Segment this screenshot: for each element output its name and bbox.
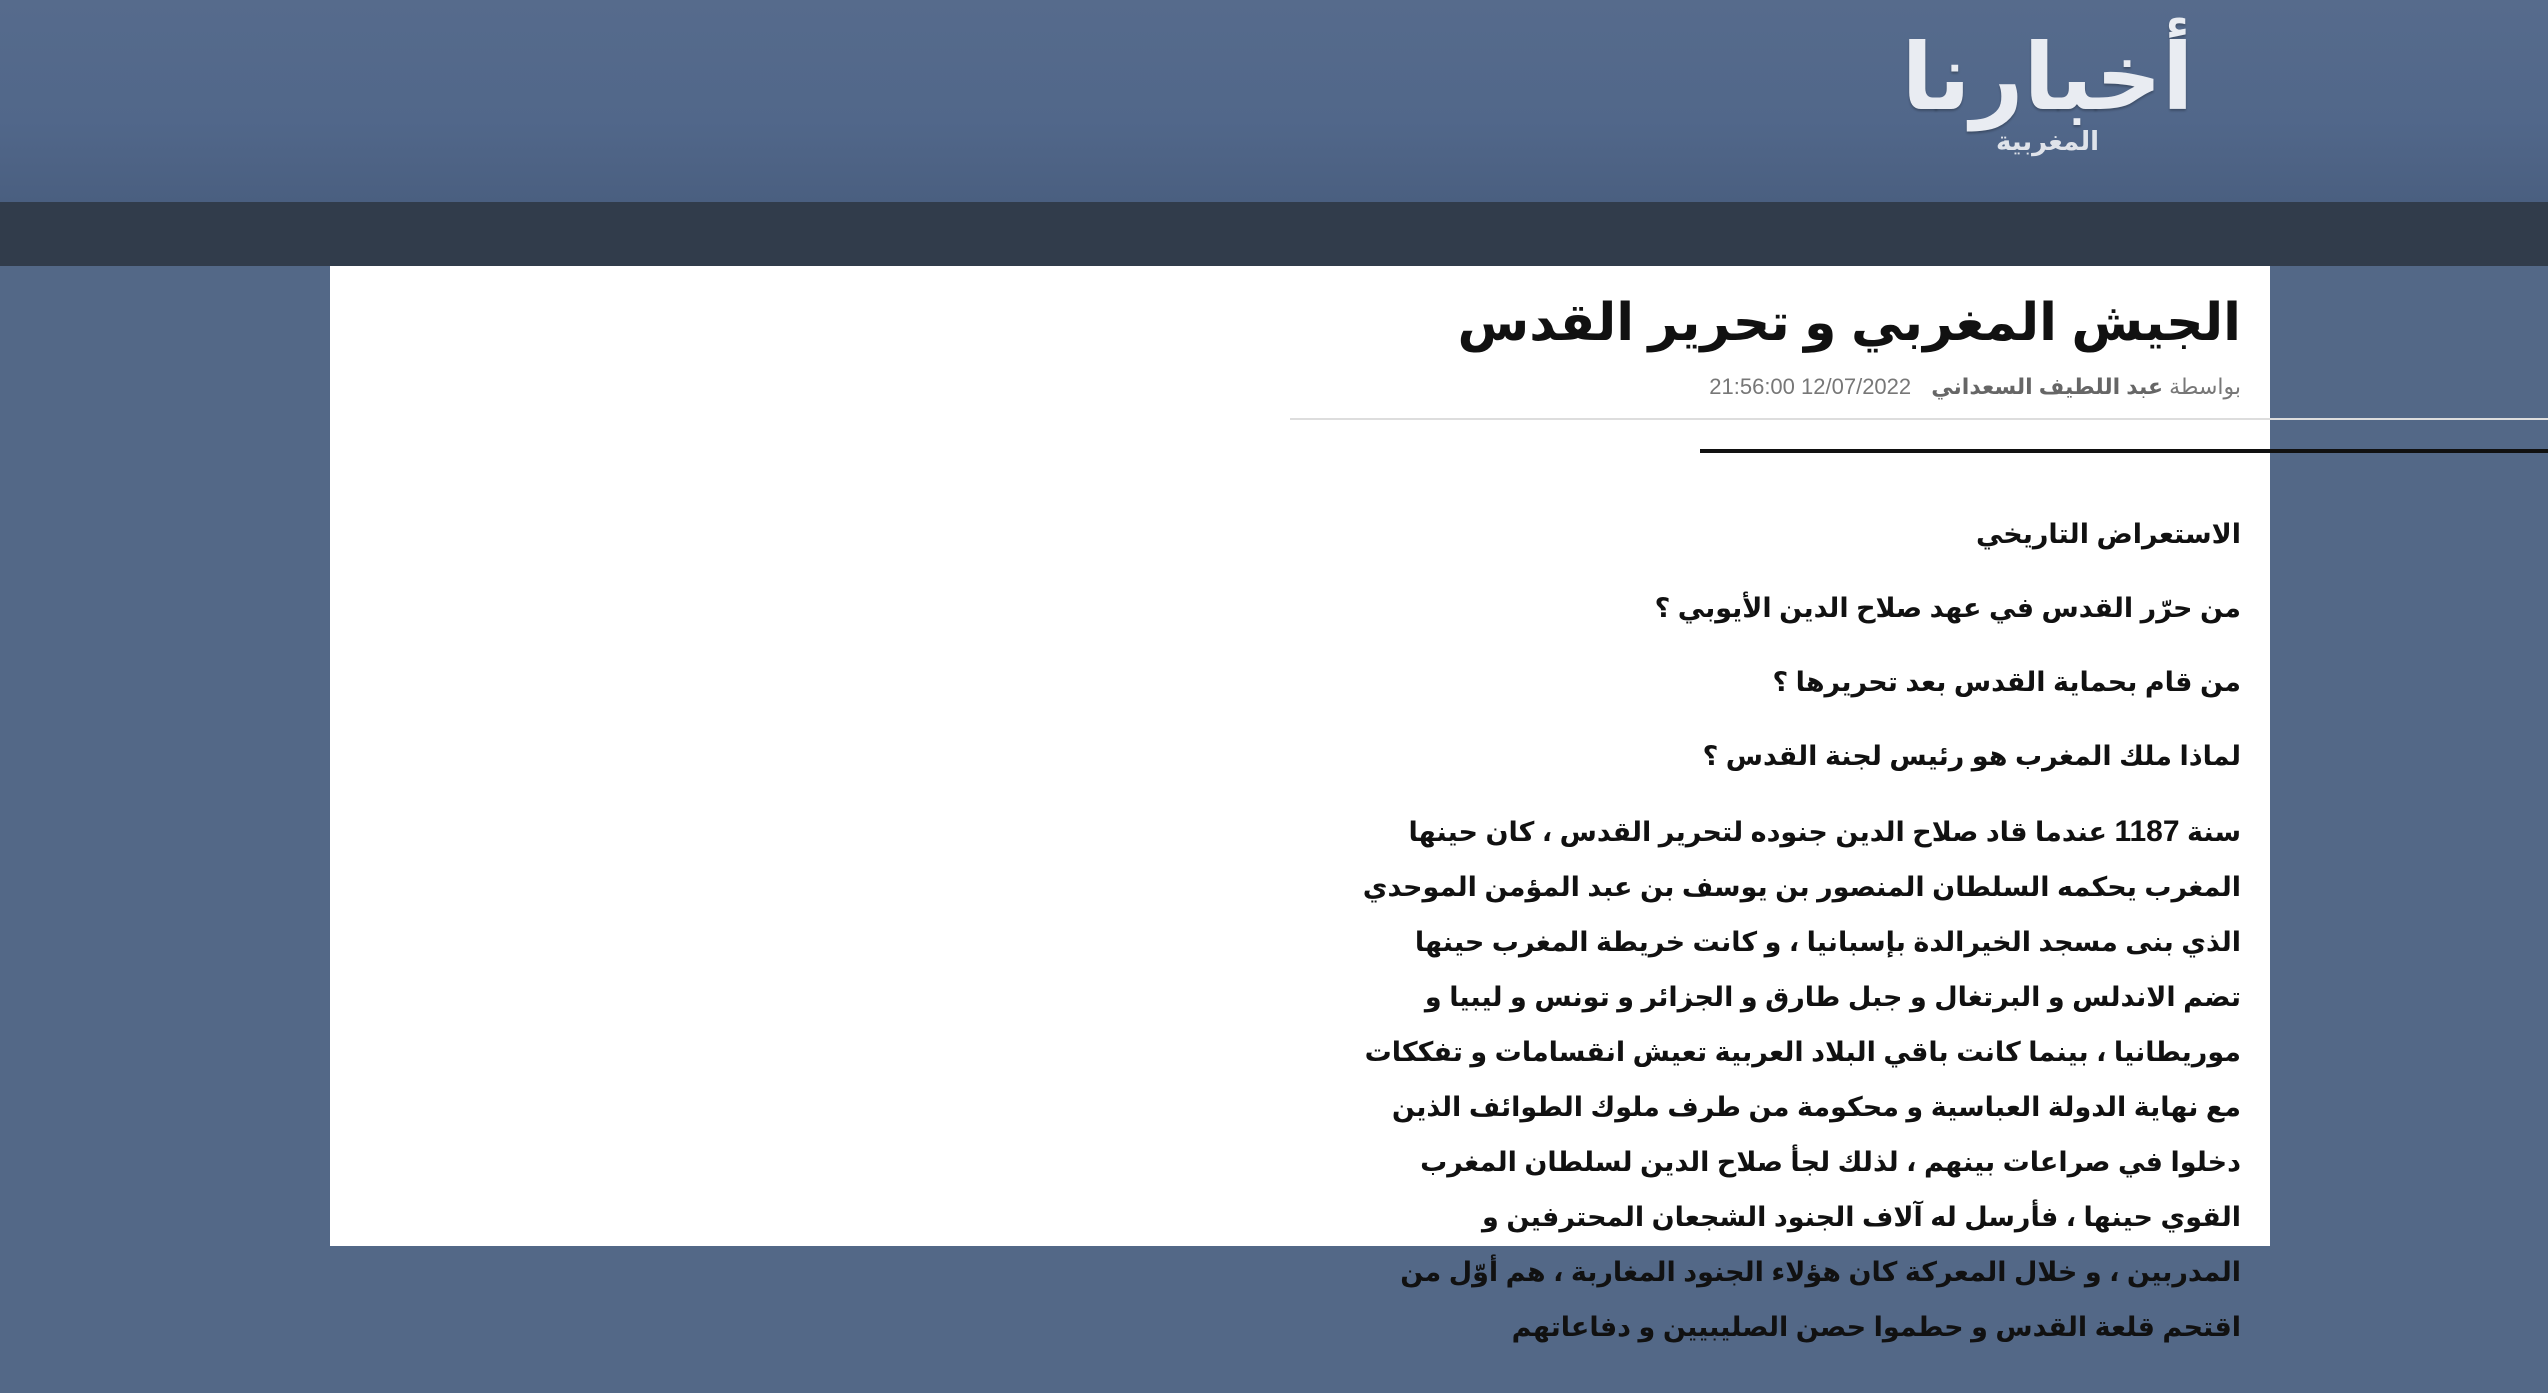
main-content: [330, 266, 2270, 1342]
article-body: [1361, 516, 2241, 1393]
article-title: الجيش المغربي و تحرير القدس: [1457, 294, 2241, 352]
body-paragraph: الاستعراض التاريخي: [1975, 519, 2241, 549]
body-paragraph: لماذا ملك المغرب هو رئيس لجنة القدس ؟: [1702, 741, 2241, 771]
body-year: 1187: [2114, 815, 2180, 848]
article-meta: [1281, 372, 2241, 402]
logo-main-text: أخبارنا: [1901, 24, 2194, 131]
body-prefix: سنة: [2187, 817, 2241, 847]
author-name[interactable]: عبد اللطيف السعداني: [1931, 374, 2163, 399]
site-header: [0, 0, 2548, 202]
article-header: [1281, 266, 2241, 402]
meta-divider: [1290, 418, 2548, 420]
body-divider: [1700, 449, 2548, 453]
body-paragraph: من قام بحماية القدس بعد تحريرها ؟: [1772, 667, 2241, 697]
article-date: 12/07/2022 21:56:00: [1709, 374, 1912, 399]
logo-sub-text: المغربية: [1995, 127, 2100, 157]
byline-prefix: بواسطة: [2169, 374, 2241, 399]
body-paragraph-main: [1361, 804, 2241, 1355]
nav-bar: [0, 202, 2548, 266]
body-text: عندما قاد صلاح الدين جنوده لتحرير القدس ، كان حينها المغرب يحكمه السلطان المنصور بن يوسف بن عبد المؤمن الموحدي الذي بنى مسجد الخيرالدة بإسبانيا ، و كانت خريطة المغرب حينها تضم الاندلس و البرتغال و جبل طارق و الجزائر و تونس و ليبيا و موريطانيا ، بينما كانت باقي البلاد العربية تعيش انقسامات و تفككات مع نهاية الدولة العباسية و محكومة من طرف ملوك الطوائف الذين دخلوا في صراعات بينهم ، لذلك لجأ صلاح الدين لسلطان المغرب القوي حينها ، فأرسل له آلاف الجنود الشجعان المحترفين و المدربين ، و خلال المعركة كان هؤلاء الجنود المغاربة ، هم أوّل من اقتحم قلعة القدس و حطموا حصن الصليبيين و دفاعاتهم: [1362, 817, 2241, 1342]
body-paragraph: من حرّر القدس في عهد صلاح الدين الأيوبي ؟: [1654, 593, 2241, 623]
site-logo[interactable]: [1855, 24, 2240, 157]
